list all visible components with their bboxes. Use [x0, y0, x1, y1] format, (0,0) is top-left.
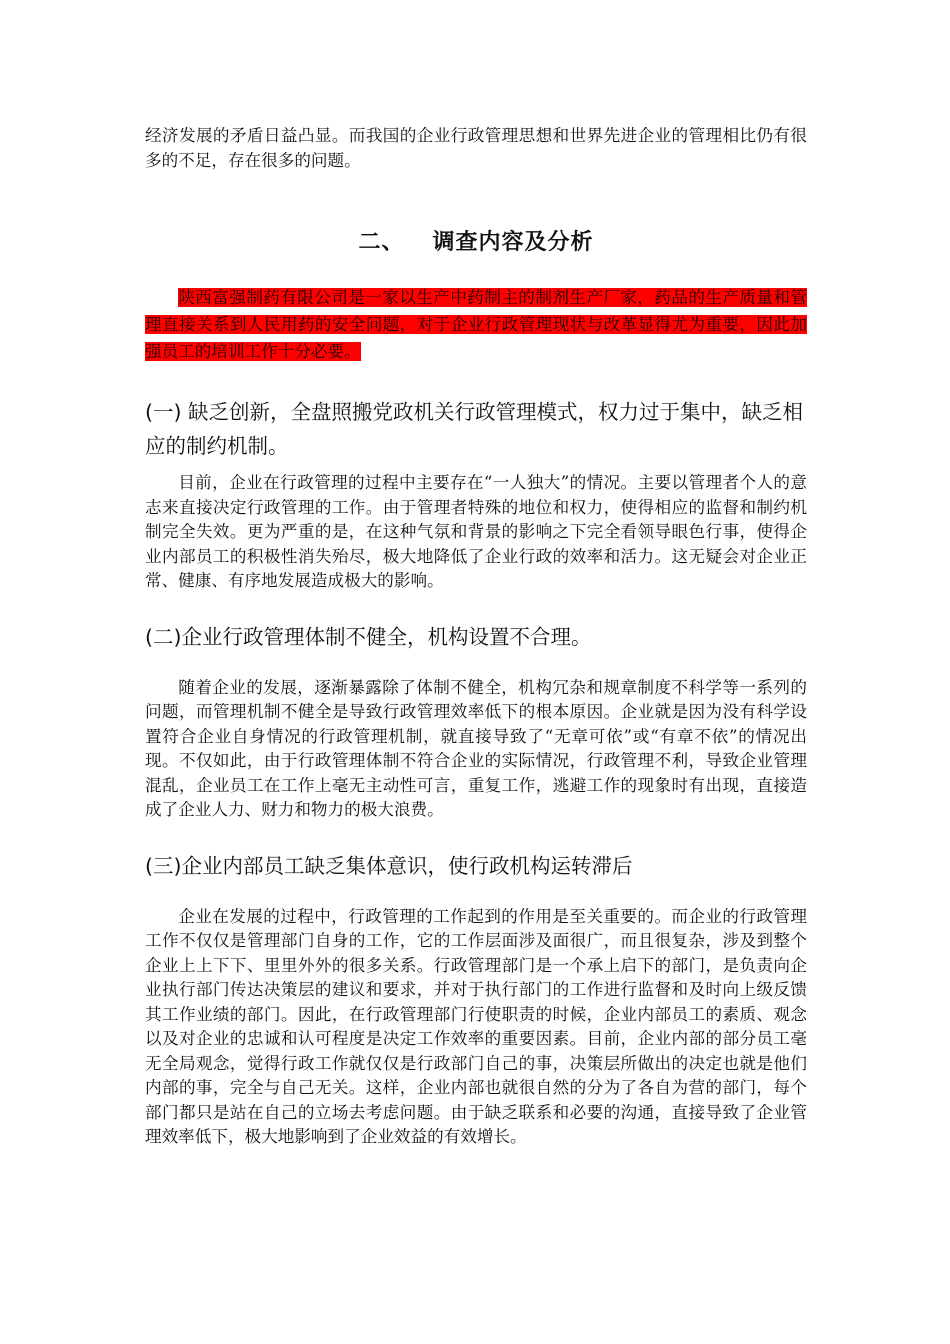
subsection-1-body: 目前，企业在行政管理的过程中主要存在“一人独大”的情况。主要以管理者个人的意志来直接决定行政管理的工作。由于管理者特殊的地位和权力，使得相应的监督和制约机制完全失效。更为严重的是，在这种气氛和背景的影响之下完全看领导眼色行事，使得企业内部员工的积极性消失殆尽，极大地降低了企业行政的效率和活力。这无疑会对企业正常、健康、有序地发展造成极大的影响。	[145, 473, 807, 590]
highlighted-text: 陕西富强制药有限公司是一家以生产中药制主的制剂生产厂家，药品的生产质量和管理直接关系到人民用药的安全问题，对于企业行政管理现状与改革显得尤为重要，因此加强员工的培训工作十分必要。	[145, 288, 807, 361]
highlighted-paragraph	[145, 284, 807, 365]
subsection-2-heading: (二)企业行政管理体制不健全，机构设置不合理。	[145, 624, 592, 649]
subsection-3-heading: (三)企业内部员工缺乏集体意识，使行政机构运转滞后	[145, 853, 633, 878]
section-heading	[145, 225, 807, 256]
subsection-3-body: 企业在发展的过程中，行政管理的工作起到的作用是至关重要的。而企业的行政管理工作不仅仅是管理部门自身的工作，它的工作层面涉及面很广，而且很复杂，涉及到整个企业上上下下、里里外外的很多关系。行政管理部门是一个承上启下的部门，是负责向企业执行部门传达决策层的建议和要求，并对于执行部门的工作进行监督和及时向上级反馈其工作业绩的部门。因此，在行政管理部门行使职责的时候，企业内部员工的素质、观念以及对企业的忠诚和认可程度是决定工作效率的重要因素。目前，企业内部的部分员工毫无全局观念，觉得行政工作就仅仅是行政部门自己的事，决策层所做出的决定也就是他们内部的事，完全与自己无关。这样，企业内部也就很自然的分为了各自为营的部门，每个部门都只是站在自己的立场去考虑问题。由于缺乏联系和必要的沟通，直接导致了企业管理效率低下，极大地影响到了企业效益的有效增长。	[145, 906, 807, 1146]
intro-paragraph: 经济发展的矛盾日益凸显。而我国的企业行政管理思想和世界先进企业的管理相比仍有很多的不足，存在很多的问题。	[145, 126, 807, 170]
subsection-1-heading: (一) 缺乏创新，全盘照搬党政机关行政管理模式，权力过于集中，缺乏相应的制约机制。	[145, 400, 804, 458]
subsection-2-body: 随着企业的发展，逐渐暴露除了体制不健全，机构冗杂和规章制度不科学等一系列的问题，而管理机制不健全是导致行政管理效率低下的根本原因。企业就是因为没有科学设置符合企业自身情况的行政管理机制，就直接导致了“无章可依”或“有章不依”的情况出现。不仅如此，由于行政管理体制不符合企业的实际情况，行政管理不利，导致企业管理混乱，企业员工在工作上毫无主动性可言，重复工作，逃避工作的现象时有出现，直接造成了企业人力、财力和物力的极大浪费。	[145, 677, 807, 819]
section-title: 调查内容及分析	[432, 230, 594, 255]
document-page	[145, 120, 807, 1150]
section-number: 二、	[358, 230, 405, 255]
